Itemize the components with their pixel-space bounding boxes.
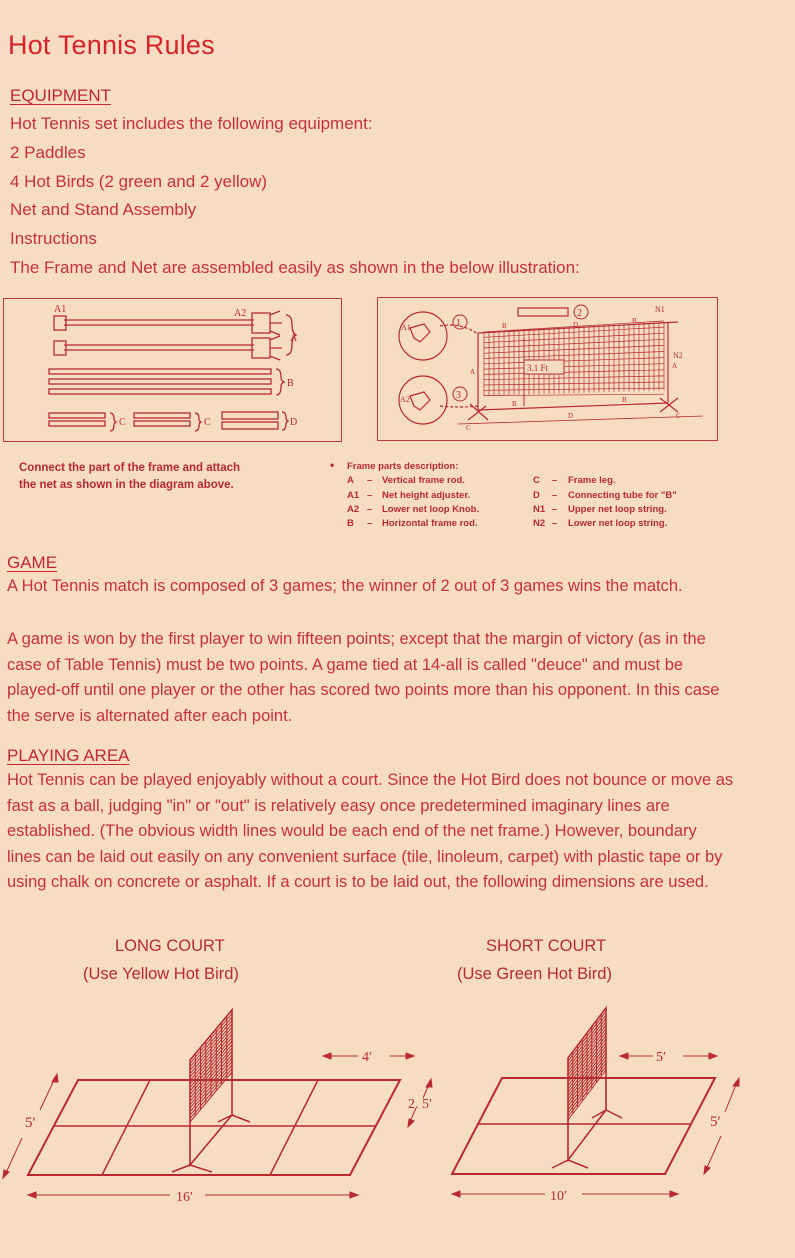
net-label: N2 <box>673 351 683 360</box>
part-desc: Connecting tube for "B" <box>568 490 677 501</box>
short-court-subtitle: (Use Green Hot Bird) <box>457 965 612 983</box>
long-court-diagram <box>0 1000 460 1210</box>
equipment-line: Instructions <box>10 229 97 248</box>
part-dash: – <box>367 490 373 501</box>
equipment-line: 4 Hot Birds (2 green and 2 yellow) <box>10 172 268 191</box>
net-height-label: 3.1 Ft <box>527 363 549 373</box>
callout-number: 3 <box>456 390 461 401</box>
short-court-half: 5′ <box>656 1050 667 1065</box>
part-code: B <box>347 518 354 529</box>
connect-instructions: Connect the part of the frame and attach the net as shown in the diagram above. <box>19 462 241 491</box>
part-dash: – <box>552 490 558 501</box>
equipment-line: Hot Tennis set includes the following equipment: <box>10 114 373 133</box>
game-paragraph: A game is won by the first player to win fifteen points; except that the margin of victory (as in the case of Table Tennis) must be two points. A game tied at 14-all is called "deuce" and must be played-off until one player or the other has scored two points more than his opponent. In this case the serve is alternated after each point. <box>7 630 720 725</box>
part-code: A2 <box>347 504 360 515</box>
parts-label: A2 <box>234 308 247 319</box>
long-court-subtitle: (Use Yellow Hot Bird) <box>83 965 239 983</box>
equipment-line: 2 Paddles <box>10 143 86 162</box>
part-dash: – <box>552 475 558 486</box>
part-dash: – <box>367 504 373 515</box>
bullet: • <box>330 458 335 472</box>
part-dash: – <box>367 475 373 486</box>
callout-number: 1 <box>456 318 461 329</box>
parts-label: C <box>119 417 126 428</box>
callout-number: 2 <box>577 308 582 319</box>
net-assembly-diagram <box>377 297 718 441</box>
part-desc: Lower net loop Knob. <box>382 504 480 515</box>
net-label: A <box>672 362 678 370</box>
short-court-title: SHORT COURT <box>486 937 607 955</box>
part-code: A1 <box>347 490 360 501</box>
part-desc: Horizontal frame rod. <box>382 518 478 529</box>
net-strand <box>484 394 664 395</box>
long-court-title: LONG COURT <box>115 937 225 955</box>
parts-label: D <box>290 417 298 428</box>
long-court-length: 16′ <box>176 1190 194 1205</box>
part-desc: Lower net loop string. <box>568 518 668 529</box>
parts-label: A1 <box>54 304 67 315</box>
part-code: N1 <box>533 504 546 515</box>
net-label: B <box>512 400 517 408</box>
net-label: B <box>622 396 627 404</box>
short-court-length: 10′ <box>550 1189 568 1204</box>
equipment-line: Net and Stand Assembly <box>10 200 197 219</box>
parts-label: B <box>287 378 294 389</box>
playing-area-heading: PLAYING AREA <box>7 746 130 765</box>
parts-label: A <box>290 333 298 344</box>
net-label: C <box>466 424 471 432</box>
net-label: C <box>676 412 681 420</box>
net-label: N1 <box>655 305 665 314</box>
short-court-width: 5′ <box>710 1114 721 1130</box>
parts-label: C <box>204 417 211 428</box>
net-label: A2 <box>400 395 410 404</box>
long-court-service: 2. 5′ <box>408 1097 433 1112</box>
net-illustration <box>378 298 717 440</box>
net-label: D <box>573 321 579 329</box>
part-dash: – <box>367 518 373 529</box>
playing-area-paragraph: Hot Tennis can be played enjoyably without a court. Since the Hot Bird does not bounce or move as fast as a ball, judging "in" or "out" is relatively easy once predetermined imaginary lines are established. (The obvious width lines would be each end of the net frame.) However, boundary lines can be laid out easily on any convenient surface (tile, linoleum, carpet) with plastic tape or by using chalk on concrete or asphalt. If a court is to be laid out, the following dimensions are used. <box>7 771 734 891</box>
long-court-half: 4′ <box>362 1050 373 1065</box>
part-code: D <box>533 490 540 501</box>
net-label: D <box>568 412 574 420</box>
parts-description-heading: Frame parts description: <box>347 461 459 472</box>
part-code: A <box>347 475 354 486</box>
parts-illustration <box>4 299 341 441</box>
long-court-width: 5′ <box>25 1115 36 1131</box>
part-desc: Vertical frame rod. <box>382 475 465 486</box>
net-label: A1 <box>401 323 411 332</box>
part-desc: Frame leg. <box>568 475 616 486</box>
equipment-heading: EQUIPMENT <box>10 86 112 105</box>
net-label: B <box>502 322 507 330</box>
game-heading: GAME <box>7 553 58 572</box>
part-dash: – <box>552 504 558 515</box>
net-mesh <box>484 321 664 396</box>
equipment-line: The Frame and Net are assembled easily as shown in the below illustration: <box>10 258 580 277</box>
game-paragraph: A Hot Tennis match is composed of 3 games; the winner of 2 out of 3 games wins the match. <box>7 577 683 595</box>
net-label: A <box>470 368 476 376</box>
short-court-diagram <box>440 1000 740 1210</box>
part-desc: Upper net loop string. <box>568 504 667 515</box>
part-dash: – <box>552 518 558 529</box>
part-code: C <box>533 475 540 486</box>
part-code: N2 <box>533 518 546 529</box>
page-title: Hot Tennis Rules <box>8 30 215 60</box>
net-label: B <box>632 317 637 325</box>
parts-diagram <box>3 298 342 442</box>
part-desc: Net height adjuster. <box>382 490 471 501</box>
